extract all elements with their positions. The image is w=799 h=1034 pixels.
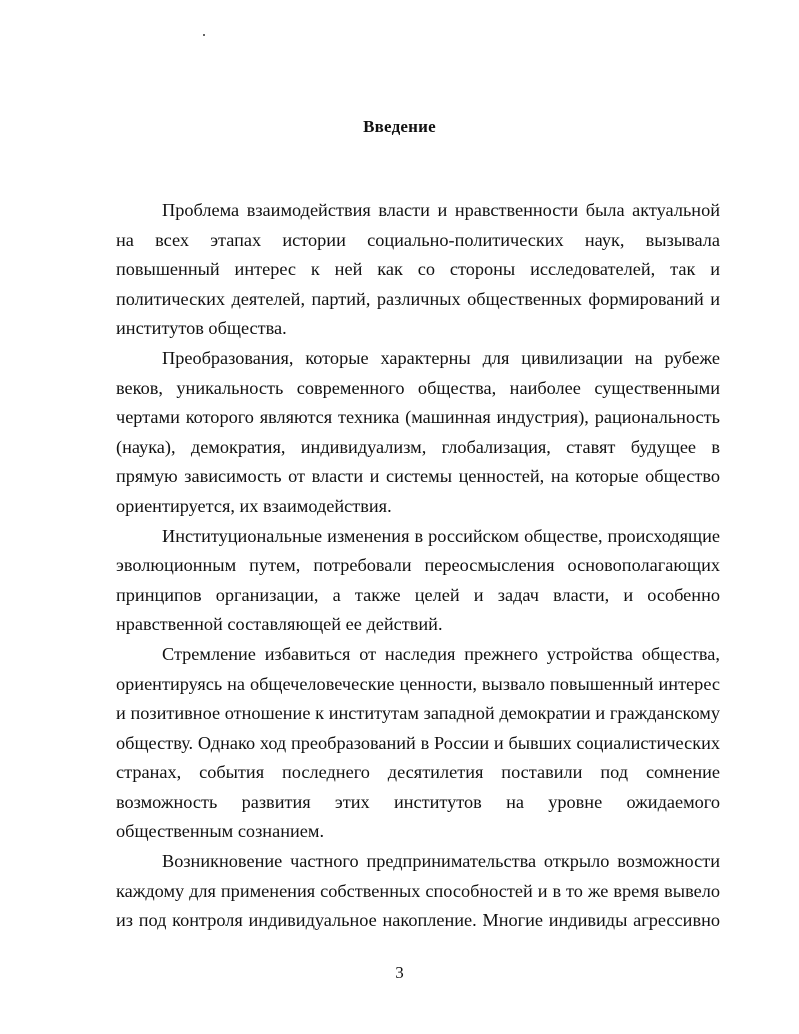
paragraph: Возникновение частного предпринимательства открыло возможности каждому для применения собственных способностей и в то же время вывело из под контроля индивидуальное накопление. Многие индивиды агрессивно xyxy=(116,851,720,931)
paragraph: Институциональные изменения в российском обществе, происходящие эволюционным путем, потребовали переосмысления основополагающих принципов организации, а также целей и задач власти, и особенно нравственной составляющей ее действий. xyxy=(116,525,720,635)
page-title: Введение xyxy=(363,117,436,136)
page-number: 3 xyxy=(395,963,404,982)
paragraph: Преобразования, которые характерны для цивилизации на рубеже веков, уникальность современного общества, наиболее существенными чертами которого являются техника (машинная индустрия), рациональность (наука), демократия, индивидуализм, глобализация, ставят будущее в прямую зависимость от власти и системы ценностей, на которые общество ориентируется, их взаимодействия. xyxy=(116,347,720,516)
scan-artifact-dot xyxy=(203,34,205,36)
body-text xyxy=(116,196,720,936)
paragraph: Стремление избавиться от наследия прежнего устройства общества, ориентируясь на общечеловеческие ценности, вызвало повышенный интерес и позитивное отношение к институтам западной демократии и гражданскому обществу. Однако ход преобразований в России и бывших социалистических странах, события последнего десятилетия поставили под сомнение возможность развития этих институтов на уровне ожидаемого общественным сознанием. xyxy=(116,643,720,842)
paragraph: Проблема взаимодействия власти и нравственности была актуальной на всех этапах истории социально-политических наук, вызывала повышенный интерес к ней как со стороны исследователей, так и политических деятелей, партий, различных общественных формирований и институтов общества. xyxy=(116,200,720,339)
